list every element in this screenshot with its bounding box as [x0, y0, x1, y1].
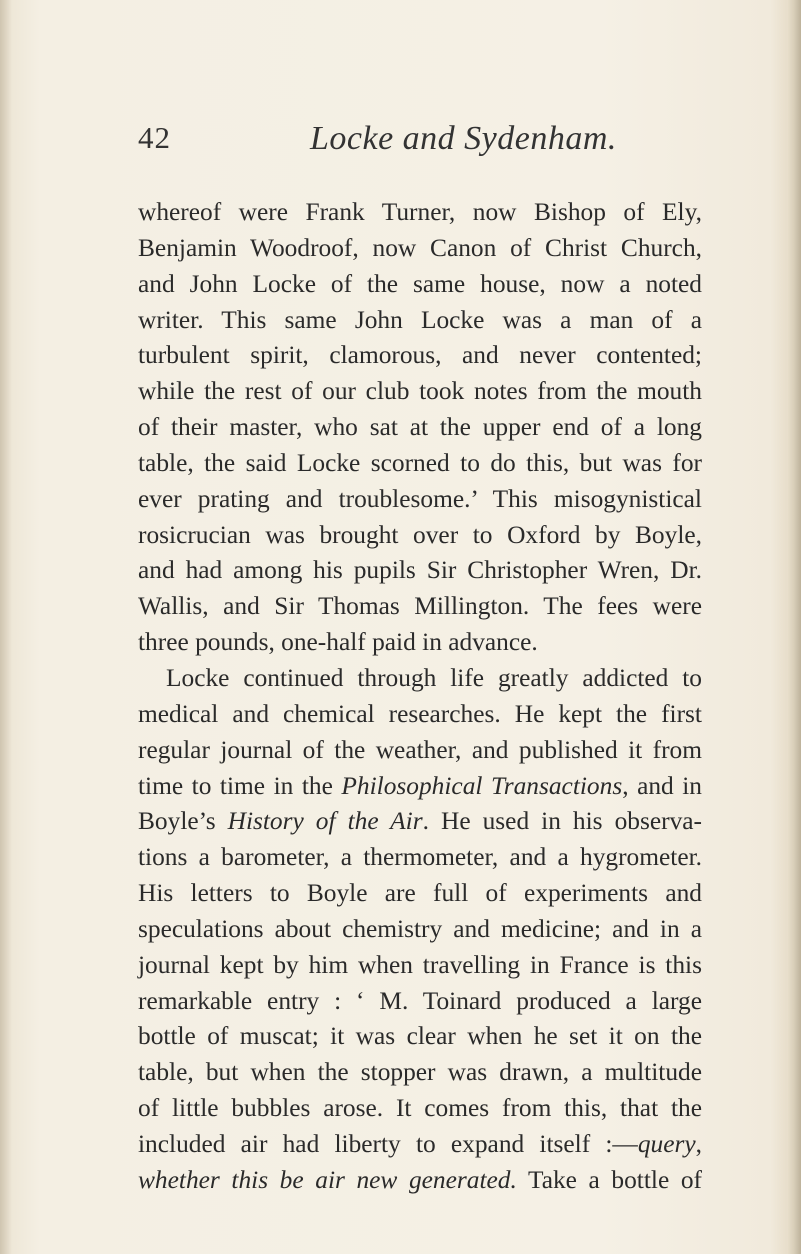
text-run: journal kept by him when travelling in France is this: [138, 950, 702, 979]
text-line: [138, 625, 702, 661]
text-line: [138, 1163, 702, 1199]
text-line: [138, 231, 702, 267]
text-run: rosicrucian was brought over to Oxford by Boyle,: [138, 520, 702, 549]
text-line: [138, 589, 702, 625]
text-line: [138, 518, 702, 554]
text-line: [138, 984, 702, 1020]
text-line: [138, 338, 702, 374]
text-run: three pounds, one-half paid in advance.: [138, 628, 538, 657]
text-line: [138, 804, 702, 840]
text-run: turbulent spirit, clamorous, and never contented;: [138, 341, 702, 370]
text-line: [138, 410, 702, 446]
text-line: [138, 840, 702, 876]
text-run: of little bubbles arose. It comes from this, that the: [138, 1094, 702, 1123]
text-run: ever prating and troublesome.’ This misogynistical: [138, 484, 702, 513]
text-line: [138, 912, 702, 948]
text-line: [138, 769, 702, 805]
text-run: medical and chemical researches. He kept the first: [138, 699, 702, 728]
text-run: . He used in his observa-: [422, 807, 702, 836]
running-header: [138, 120, 658, 168]
text-line: [138, 374, 702, 410]
text-line: [138, 948, 702, 984]
text-line: [138, 733, 702, 769]
text-run: included air had liberty to expand itself :—: [138, 1129, 638, 1158]
text-line: [138, 267, 702, 303]
binding-shadow: [0, 0, 12, 1254]
text-line: [138, 1127, 702, 1163]
italic-text: query: [637, 1129, 696, 1158]
text-run: regular journal of the weather, and published it from: [138, 735, 702, 764]
text-run: remarkable entry : ‘ M. Toinard produced a large: [138, 986, 702, 1015]
text-line: [138, 553, 702, 589]
text-run: speculations about chemistry and medicine; and in a: [138, 914, 702, 943]
text-run: His letters to Boyle are full of experiments and: [138, 879, 702, 908]
body-text: [138, 195, 702, 1199]
text-run: Take a bottle of: [516, 1165, 702, 1194]
text-run: while the rest of our club took notes from the mouth: [138, 377, 702, 406]
text-run: Boyle’s: [138, 807, 228, 836]
text-run: table, the said Locke scorned to do this, but was for: [138, 448, 702, 477]
text-line: [138, 1019, 702, 1055]
text-run: and John Locke of the same house, now a noted: [138, 269, 702, 298]
page-number: 42: [138, 120, 171, 155]
italic-text: Philosophical Transactions: [341, 771, 623, 800]
text-line: [138, 303, 702, 339]
text-run: time to time in the: [138, 771, 342, 800]
text-run: , and in: [622, 771, 703, 800]
text-run: bottle of muscat; it was clear when he set it on the: [138, 1022, 702, 1051]
text-run: of their master, who sat at the upper end of a long: [138, 413, 702, 442]
text-line: [138, 446, 702, 482]
text-line: [138, 482, 702, 518]
text-run: Benjamin Woodroof, now Canon of Christ Church,: [138, 233, 702, 262]
text-run: table, but when the stopper was drawn, a multitude: [138, 1058, 702, 1087]
running-title: Locke and Sydenham.: [310, 120, 617, 157]
text-line: [138, 1091, 702, 1127]
text-run: tions a barometer, a thermometer, and a hygrometer.: [138, 843, 702, 872]
page-edge: [787, 0, 801, 1254]
italic-text: whether this be air new generated.: [138, 1165, 517, 1194]
text-run: ,: [695, 1129, 702, 1158]
text-run: and had among his pupils Sir Christopher Wren, Dr.: [138, 556, 702, 585]
text-line: [138, 1055, 702, 1091]
text-line: [138, 195, 702, 231]
text-run: writer. This same John Locke was a man of a: [138, 305, 702, 334]
italic-text: History of the Air: [227, 807, 423, 836]
text-run: whereof were Frank Turner, now Bishop of Ely,: [138, 198, 702, 226]
text-line: [138, 876, 702, 912]
text-line: [138, 661, 702, 697]
text-run: Wallis, and Sir Thomas Millington. The fees were: [138, 592, 702, 621]
text-run: Locke continued through life greatly addicted to: [166, 663, 702, 692]
text-line: [138, 697, 702, 733]
